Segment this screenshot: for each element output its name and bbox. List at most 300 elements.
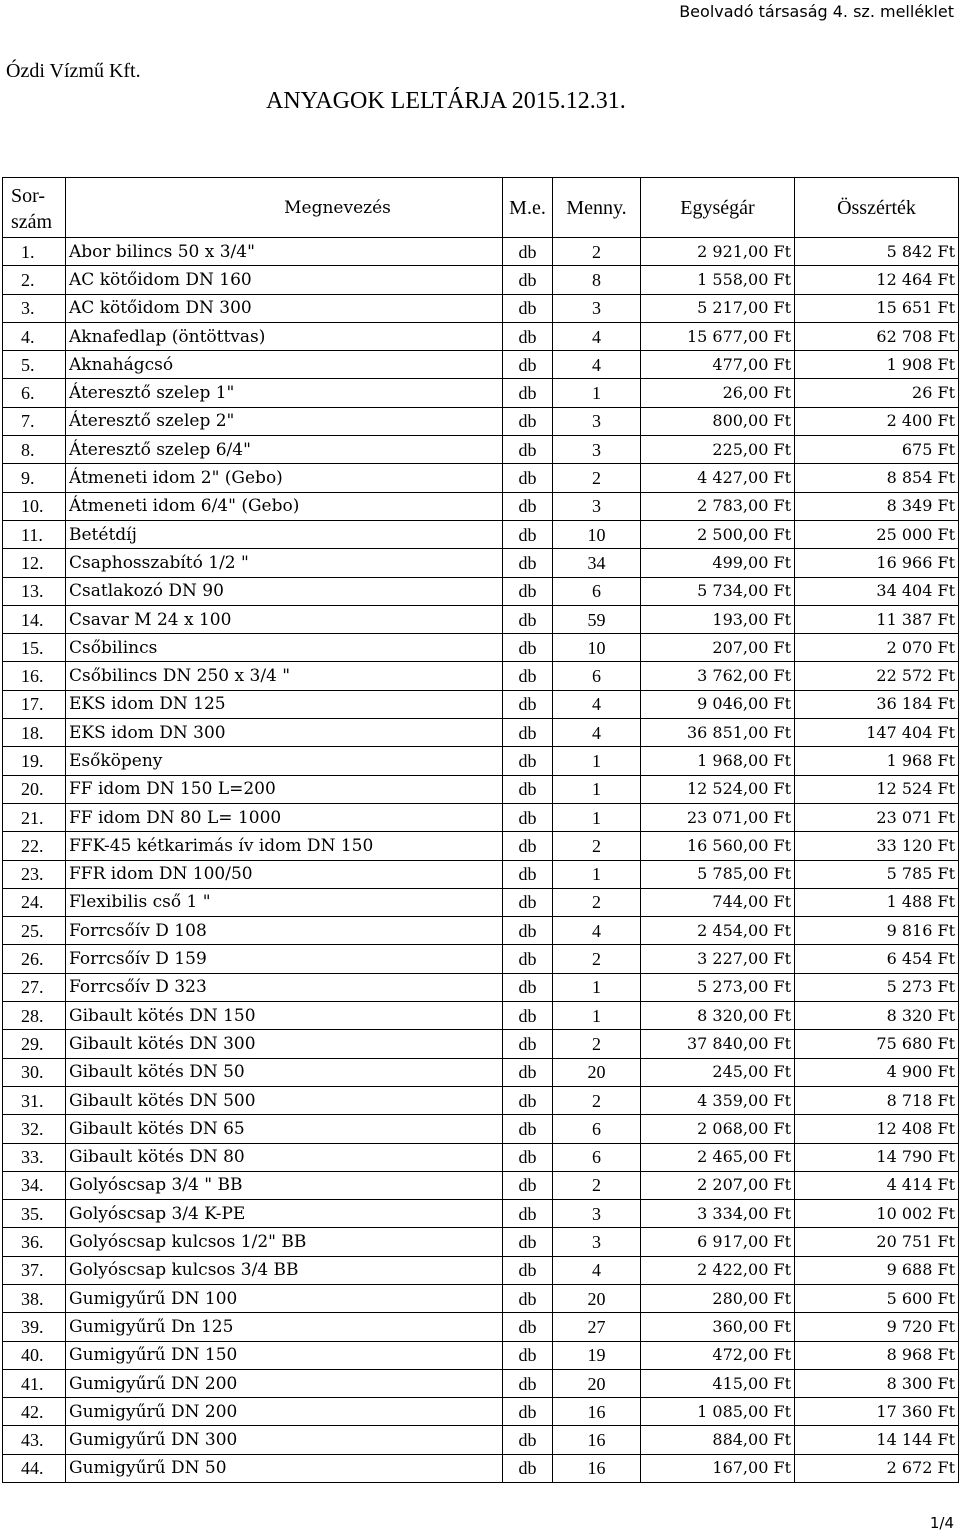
cell-unit-price: 8 320,00 Ft bbox=[641, 1002, 795, 1030]
attachment-note: Beolvadó társaság 4. sz. melléklet bbox=[679, 2, 954, 21]
cell-name: FF idom DN 80 L= 1000 bbox=[66, 803, 503, 831]
cell-unit: db bbox=[503, 1369, 553, 1397]
table-row bbox=[3, 1086, 959, 1114]
cell-number: 8. bbox=[3, 436, 66, 464]
cell-total: 6 454 Ft bbox=[795, 945, 959, 973]
cell-unit-price: 2 465,00 Ft bbox=[641, 1143, 795, 1171]
cell-number: 42. bbox=[3, 1398, 66, 1426]
cell-number: 22. bbox=[3, 832, 66, 860]
cell-number: 36. bbox=[3, 1228, 66, 1256]
cell-unit: db bbox=[503, 1143, 553, 1171]
cell-name: Csőbilincs bbox=[66, 634, 503, 662]
cell-number: 10. bbox=[3, 492, 66, 520]
cell-name: Áteresztő szelep 1" bbox=[66, 379, 503, 407]
cell-name: Áteresztő szelep 2" bbox=[66, 407, 503, 435]
cell-unit: db bbox=[503, 1426, 553, 1454]
column-header-unit-price: Egységár bbox=[641, 178, 795, 238]
cell-total: 9 816 Ft bbox=[795, 917, 959, 945]
cell-unit-price: 5 217,00 Ft bbox=[641, 294, 795, 322]
cell-quantity: 20 bbox=[553, 1284, 641, 1312]
cell-name: EKS idom DN 125 bbox=[66, 690, 503, 718]
table-row bbox=[3, 945, 959, 973]
cell-quantity: 10 bbox=[553, 520, 641, 548]
page-title: ANYAGOK LELTÁRJA 2015.12.31. bbox=[266, 88, 626, 114]
table-row bbox=[3, 634, 959, 662]
cell-quantity: 2 bbox=[553, 888, 641, 916]
cell-name: Gumigyűrű DN 50 bbox=[66, 1454, 503, 1482]
table-row bbox=[3, 549, 959, 577]
table-row bbox=[3, 1200, 959, 1228]
table-row bbox=[3, 1171, 959, 1199]
cell-unit-price: 415,00 Ft bbox=[641, 1369, 795, 1397]
table-row bbox=[3, 690, 959, 718]
cell-number: 1. bbox=[3, 238, 66, 266]
cell-number: 38. bbox=[3, 1284, 66, 1312]
cell-unit: db bbox=[503, 464, 553, 492]
cell-total: 147 404 Ft bbox=[795, 719, 959, 747]
cell-total: 2 672 Ft bbox=[795, 1454, 959, 1482]
cell-unit: db bbox=[503, 605, 553, 633]
cell-unit: db bbox=[503, 662, 553, 690]
cell-name: Áteresztő szelep 6/4" bbox=[66, 436, 503, 464]
cell-unit-price: 2 500,00 Ft bbox=[641, 520, 795, 548]
cell-total: 1 968 Ft bbox=[795, 747, 959, 775]
cell-unit: db bbox=[503, 549, 553, 577]
cell-unit-price: 2 207,00 Ft bbox=[641, 1171, 795, 1199]
cell-total: 62 708 Ft bbox=[795, 322, 959, 350]
cell-name: Gumigyűrű DN 100 bbox=[66, 1284, 503, 1312]
cell-quantity: 1 bbox=[553, 747, 641, 775]
cell-name: Forrcsőív D 108 bbox=[66, 917, 503, 945]
table-row bbox=[3, 1115, 959, 1143]
cell-unit-price: 360,00 Ft bbox=[641, 1313, 795, 1341]
cell-total: 2 400 Ft bbox=[795, 407, 959, 435]
table-row bbox=[3, 1058, 959, 1086]
cell-name: Golyóscsap 3/4 K-PE bbox=[66, 1200, 503, 1228]
cell-quantity: 2 bbox=[553, 945, 641, 973]
cell-number: 14. bbox=[3, 605, 66, 633]
cell-unit: db bbox=[503, 322, 553, 350]
cell-unit: db bbox=[503, 1454, 553, 1482]
cell-quantity: 10 bbox=[553, 634, 641, 662]
cell-number: 28. bbox=[3, 1002, 66, 1030]
table-row bbox=[3, 577, 959, 605]
cell-total: 12 524 Ft bbox=[795, 775, 959, 803]
cell-number: 4. bbox=[3, 322, 66, 350]
column-header-total: Összérték bbox=[795, 178, 959, 238]
cell-name: Esőköpeny bbox=[66, 747, 503, 775]
table-row bbox=[3, 1030, 959, 1058]
cell-total: 5 785 Ft bbox=[795, 860, 959, 888]
cell-quantity: 20 bbox=[553, 1058, 641, 1086]
cell-total: 9 720 Ft bbox=[795, 1313, 959, 1341]
cell-quantity: 3 bbox=[553, 294, 641, 322]
column-header-name: Megnevezés bbox=[66, 178, 503, 238]
cell-quantity: 2 bbox=[553, 1171, 641, 1199]
cell-number: 30. bbox=[3, 1058, 66, 1086]
cell-number: 24. bbox=[3, 888, 66, 916]
cell-number: 34. bbox=[3, 1171, 66, 1199]
cell-unit-price: 36 851,00 Ft bbox=[641, 719, 795, 747]
cell-unit-price: 26,00 Ft bbox=[641, 379, 795, 407]
cell-total: 8 300 Ft bbox=[795, 1369, 959, 1397]
cell-unit: db bbox=[503, 351, 553, 379]
cell-total: 5 273 Ft bbox=[795, 973, 959, 1001]
cell-number: 2. bbox=[3, 266, 66, 294]
cell-number: 29. bbox=[3, 1030, 66, 1058]
cell-quantity: 6 bbox=[553, 577, 641, 605]
cell-quantity: 4 bbox=[553, 690, 641, 718]
cell-number: 44. bbox=[3, 1454, 66, 1482]
cell-unit: db bbox=[503, 520, 553, 548]
cell-number: 33. bbox=[3, 1143, 66, 1171]
cell-unit: db bbox=[503, 492, 553, 520]
cell-total: 34 404 Ft bbox=[795, 577, 959, 605]
cell-unit: db bbox=[503, 1002, 553, 1030]
cell-quantity: 4 bbox=[553, 322, 641, 350]
cell-unit-price: 9 046,00 Ft bbox=[641, 690, 795, 718]
cell-unit: db bbox=[503, 690, 553, 718]
cell-unit: db bbox=[503, 1398, 553, 1426]
cell-name: Csaphosszabító 1/2 " bbox=[66, 549, 503, 577]
cell-unit: db bbox=[503, 1115, 553, 1143]
cell-quantity: 2 bbox=[553, 464, 641, 492]
cell-quantity: 20 bbox=[553, 1369, 641, 1397]
cell-number: 6. bbox=[3, 379, 66, 407]
cell-total: 36 184 Ft bbox=[795, 690, 959, 718]
cell-unit: db bbox=[503, 1256, 553, 1284]
cell-total: 4 900 Ft bbox=[795, 1058, 959, 1086]
cell-name: Gumigyűrű DN 300 bbox=[66, 1426, 503, 1454]
cell-unit-price: 1 085,00 Ft bbox=[641, 1398, 795, 1426]
table-row bbox=[3, 464, 959, 492]
cell-quantity: 27 bbox=[553, 1313, 641, 1341]
cell-quantity: 16 bbox=[553, 1426, 641, 1454]
cell-unit: db bbox=[503, 1030, 553, 1058]
cell-unit-price: 499,00 Ft bbox=[641, 549, 795, 577]
cell-name: Golyóscsap kulcsos 3/4 BB bbox=[66, 1256, 503, 1284]
cell-number: 32. bbox=[3, 1115, 66, 1143]
cell-unit: db bbox=[503, 407, 553, 435]
cell-unit: db bbox=[503, 1200, 553, 1228]
table-row bbox=[3, 1313, 959, 1341]
table-row bbox=[3, 492, 959, 520]
cell-total: 22 572 Ft bbox=[795, 662, 959, 690]
cell-unit-price: 3 227,00 Ft bbox=[641, 945, 795, 973]
cell-unit-price: 2 921,00 Ft bbox=[641, 238, 795, 266]
cell-unit: db bbox=[503, 860, 553, 888]
cell-name: Gibault kötés DN 500 bbox=[66, 1086, 503, 1114]
cell-number: 16. bbox=[3, 662, 66, 690]
cell-name: Gibault kötés DN 150 bbox=[66, 1002, 503, 1030]
cell-unit-price: 1 968,00 Ft bbox=[641, 747, 795, 775]
cell-name: Forrcsőív D 323 bbox=[66, 973, 503, 1001]
cell-total: 8 718 Ft bbox=[795, 1086, 959, 1114]
cell-unit-price: 1 558,00 Ft bbox=[641, 266, 795, 294]
cell-name: FFR idom DN 100/50 bbox=[66, 860, 503, 888]
cell-quantity: 1 bbox=[553, 860, 641, 888]
cell-total: 2 070 Ft bbox=[795, 634, 959, 662]
cell-unit-price: 225,00 Ft bbox=[641, 436, 795, 464]
cell-unit: db bbox=[503, 775, 553, 803]
cell-unit: db bbox=[503, 577, 553, 605]
table-row bbox=[3, 1369, 959, 1397]
cell-unit-price: 2 454,00 Ft bbox=[641, 917, 795, 945]
cell-number: 21. bbox=[3, 803, 66, 831]
cell-number: 43. bbox=[3, 1426, 66, 1454]
cell-name: FF idom DN 150 L=200 bbox=[66, 775, 503, 803]
table-row bbox=[3, 407, 959, 435]
column-header-quantity: Menny. bbox=[553, 178, 641, 238]
table-row bbox=[3, 238, 959, 266]
table-row bbox=[3, 973, 959, 1001]
cell-name: Betétdíj bbox=[66, 520, 503, 548]
table-row bbox=[3, 888, 959, 916]
cell-quantity: 3 bbox=[553, 1200, 641, 1228]
cell-unit: db bbox=[503, 803, 553, 831]
inventory-table bbox=[2, 177, 959, 1483]
cell-unit: db bbox=[503, 973, 553, 1001]
cell-name: Csavar M 24 x 100 bbox=[66, 605, 503, 633]
cell-name: Gibault kötés DN 300 bbox=[66, 1030, 503, 1058]
cell-quantity: 2 bbox=[553, 832, 641, 860]
table-row bbox=[3, 294, 959, 322]
cell-number: 41. bbox=[3, 1369, 66, 1397]
cell-unit-price: 207,00 Ft bbox=[641, 634, 795, 662]
table-row bbox=[3, 266, 959, 294]
cell-unit-price: 245,00 Ft bbox=[641, 1058, 795, 1086]
cell-unit: db bbox=[503, 945, 553, 973]
cell-name: Csőbilincs DN 250 x 3/4 " bbox=[66, 662, 503, 690]
cell-number: 39. bbox=[3, 1313, 66, 1341]
table-row bbox=[3, 379, 959, 407]
cell-name: AC kötőidom DN 160 bbox=[66, 266, 503, 294]
cell-number: 27. bbox=[3, 973, 66, 1001]
cell-name: Gumigyűrű DN 200 bbox=[66, 1369, 503, 1397]
cell-unit: db bbox=[503, 1228, 553, 1256]
cell-unit: db bbox=[503, 1313, 553, 1341]
cell-unit-price: 477,00 Ft bbox=[641, 351, 795, 379]
cell-total: 12 408 Ft bbox=[795, 1115, 959, 1143]
cell-number: 12. bbox=[3, 549, 66, 577]
cell-name: Gumigyűrű DN 200 bbox=[66, 1398, 503, 1426]
cell-name: Csatlakozó DN 90 bbox=[66, 577, 503, 605]
table-row bbox=[3, 520, 959, 548]
cell-number: 3. bbox=[3, 294, 66, 322]
cell-total: 1 488 Ft bbox=[795, 888, 959, 916]
table-row bbox=[3, 1256, 959, 1284]
table-row bbox=[3, 1228, 959, 1256]
cell-unit-price: 4 427,00 Ft bbox=[641, 464, 795, 492]
cell-quantity: 2 bbox=[553, 238, 641, 266]
cell-quantity: 1 bbox=[553, 775, 641, 803]
cell-name: Flexibilis cső 1 " bbox=[66, 888, 503, 916]
cell-number: 7. bbox=[3, 407, 66, 435]
cell-quantity: 4 bbox=[553, 351, 641, 379]
cell-number: 26. bbox=[3, 945, 66, 973]
cell-name: Átmeneti idom 6/4" (Gebo) bbox=[66, 492, 503, 520]
cell-total: 20 751 Ft bbox=[795, 1228, 959, 1256]
cell-quantity: 4 bbox=[553, 917, 641, 945]
cell-unit-price: 167,00 Ft bbox=[641, 1454, 795, 1482]
cell-unit: db bbox=[503, 238, 553, 266]
cell-quantity: 8 bbox=[553, 266, 641, 294]
cell-unit-price: 4 359,00 Ft bbox=[641, 1086, 795, 1114]
cell-name: Forrcsőív D 159 bbox=[66, 945, 503, 973]
cell-quantity: 16 bbox=[553, 1398, 641, 1426]
cell-number: 25. bbox=[3, 917, 66, 945]
cell-quantity: 3 bbox=[553, 436, 641, 464]
cell-quantity: 6 bbox=[553, 662, 641, 690]
cell-quantity: 19 bbox=[553, 1341, 641, 1369]
cell-quantity: 1 bbox=[553, 803, 641, 831]
cell-quantity: 3 bbox=[553, 1228, 641, 1256]
cell-total: 17 360 Ft bbox=[795, 1398, 959, 1426]
cell-name: Abor bilincs 50 x 3/4" bbox=[66, 238, 503, 266]
cell-quantity: 6 bbox=[553, 1143, 641, 1171]
cell-unit: db bbox=[503, 436, 553, 464]
cell-name: Gibault kötés DN 65 bbox=[66, 1115, 503, 1143]
cell-number: 9. bbox=[3, 464, 66, 492]
table-row bbox=[3, 605, 959, 633]
table-row bbox=[3, 1002, 959, 1030]
cell-unit-price: 15 677,00 Ft bbox=[641, 322, 795, 350]
cell-unit: db bbox=[503, 1171, 553, 1199]
cell-number: 40. bbox=[3, 1341, 66, 1369]
cell-unit-price: 2 422,00 Ft bbox=[641, 1256, 795, 1284]
table-row bbox=[3, 803, 959, 831]
column-header-unit: M.e. bbox=[503, 178, 553, 238]
cell-unit-price: 12 524,00 Ft bbox=[641, 775, 795, 803]
cell-number: 19. bbox=[3, 747, 66, 775]
cell-unit: db bbox=[503, 917, 553, 945]
cell-name: Gibault kötés DN 80 bbox=[66, 1143, 503, 1171]
cell-unit-price: 5 273,00 Ft bbox=[641, 973, 795, 1001]
cell-total: 675 Ft bbox=[795, 436, 959, 464]
table-row bbox=[3, 775, 959, 803]
cell-unit: db bbox=[503, 266, 553, 294]
column-header-number bbox=[3, 178, 66, 238]
cell-unit: db bbox=[503, 634, 553, 662]
cell-total: 4 414 Ft bbox=[795, 1171, 959, 1199]
cell-total: 9 688 Ft bbox=[795, 1256, 959, 1284]
cell-quantity: 1 bbox=[553, 379, 641, 407]
cell-unit-price: 884,00 Ft bbox=[641, 1426, 795, 1454]
cell-quantity: 3 bbox=[553, 492, 641, 520]
table-row bbox=[3, 436, 959, 464]
cell-unit-price: 280,00 Ft bbox=[641, 1284, 795, 1312]
table-row bbox=[3, 917, 959, 945]
cell-unit-price: 2 068,00 Ft bbox=[641, 1115, 795, 1143]
cell-unit-price: 5 734,00 Ft bbox=[641, 577, 795, 605]
cell-number: 20. bbox=[3, 775, 66, 803]
page-number: 1/4 bbox=[929, 1514, 954, 1532]
company-name: Ózdi Vízmű Kft. bbox=[6, 60, 141, 82]
cell-unit-price: 5 785,00 Ft bbox=[641, 860, 795, 888]
cell-total: 16 966 Ft bbox=[795, 549, 959, 577]
table-row bbox=[3, 1143, 959, 1171]
cell-unit-price: 37 840,00 Ft bbox=[641, 1030, 795, 1058]
cell-total: 11 387 Ft bbox=[795, 605, 959, 633]
cell-name: Átmeneti idom 2" (Gebo) bbox=[66, 464, 503, 492]
column-header-number-line1: Sor- bbox=[11, 185, 46, 207]
cell-number: 5. bbox=[3, 351, 66, 379]
table-row bbox=[3, 719, 959, 747]
cell-name: Gumigyűrű DN 150 bbox=[66, 1341, 503, 1369]
table-body bbox=[3, 238, 959, 1483]
cell-unit-price: 193,00 Ft bbox=[641, 605, 795, 633]
cell-unit: db bbox=[503, 888, 553, 916]
cell-total: 8 349 Ft bbox=[795, 492, 959, 520]
table-header-row bbox=[3, 178, 959, 238]
cell-number: 17. bbox=[3, 690, 66, 718]
cell-name: Gibault kötés DN 50 bbox=[66, 1058, 503, 1086]
cell-unit: db bbox=[503, 832, 553, 860]
cell-total: 15 651 Ft bbox=[795, 294, 959, 322]
cell-unit-price: 3 334,00 Ft bbox=[641, 1200, 795, 1228]
cell-unit-price: 472,00 Ft bbox=[641, 1341, 795, 1369]
cell-unit: db bbox=[503, 719, 553, 747]
cell-name: Golyóscsap kulcsos 1/2" BB bbox=[66, 1228, 503, 1256]
cell-name: FFK-45 kétkarimás ív idom DN 150 bbox=[66, 832, 503, 860]
cell-name: Aknafedlap (öntöttvas) bbox=[66, 322, 503, 350]
cell-total: 8 854 Ft bbox=[795, 464, 959, 492]
table-row bbox=[3, 832, 959, 860]
cell-quantity: 2 bbox=[553, 1086, 641, 1114]
cell-quantity: 3 bbox=[553, 407, 641, 435]
cell-number: 31. bbox=[3, 1086, 66, 1114]
cell-name: Gumigyűrű Dn 125 bbox=[66, 1313, 503, 1341]
cell-name: Aknahágcsó bbox=[66, 351, 503, 379]
cell-unit: db bbox=[503, 1086, 553, 1114]
cell-unit-price: 6 917,00 Ft bbox=[641, 1228, 795, 1256]
cell-total: 12 464 Ft bbox=[795, 266, 959, 294]
cell-total: 25 000 Ft bbox=[795, 520, 959, 548]
cell-quantity: 6 bbox=[553, 1115, 641, 1143]
cell-total: 75 680 Ft bbox=[795, 1030, 959, 1058]
cell-quantity: 59 bbox=[553, 605, 641, 633]
cell-name: AC kötőidom DN 300 bbox=[66, 294, 503, 322]
cell-total: 33 120 Ft bbox=[795, 832, 959, 860]
cell-number: 23. bbox=[3, 860, 66, 888]
table-row bbox=[3, 1284, 959, 1312]
table-row bbox=[3, 351, 959, 379]
cell-total: 23 071 Ft bbox=[795, 803, 959, 831]
cell-number: 11. bbox=[3, 520, 66, 548]
cell-total: 8 968 Ft bbox=[795, 1341, 959, 1369]
cell-unit-price: 3 762,00 Ft bbox=[641, 662, 795, 690]
cell-unit-price: 2 783,00 Ft bbox=[641, 492, 795, 520]
cell-number: 35. bbox=[3, 1200, 66, 1228]
cell-quantity: 2 bbox=[553, 1030, 641, 1058]
cell-total: 26 Ft bbox=[795, 379, 959, 407]
cell-total: 5 600 Ft bbox=[795, 1284, 959, 1312]
table-row bbox=[3, 1454, 959, 1482]
cell-total: 14 144 Ft bbox=[795, 1426, 959, 1454]
cell-unit-price: 800,00 Ft bbox=[641, 407, 795, 435]
cell-number: 37. bbox=[3, 1256, 66, 1284]
cell-unit-price: 744,00 Ft bbox=[641, 888, 795, 916]
table-row bbox=[3, 662, 959, 690]
column-header-number-line2: szám bbox=[11, 211, 53, 233]
cell-unit: db bbox=[503, 294, 553, 322]
cell-unit: db bbox=[503, 1058, 553, 1086]
cell-unit: db bbox=[503, 1341, 553, 1369]
cell-quantity: 4 bbox=[553, 719, 641, 747]
cell-quantity: 4 bbox=[553, 1256, 641, 1284]
cell-unit: db bbox=[503, 747, 553, 775]
cell-unit: db bbox=[503, 1284, 553, 1312]
